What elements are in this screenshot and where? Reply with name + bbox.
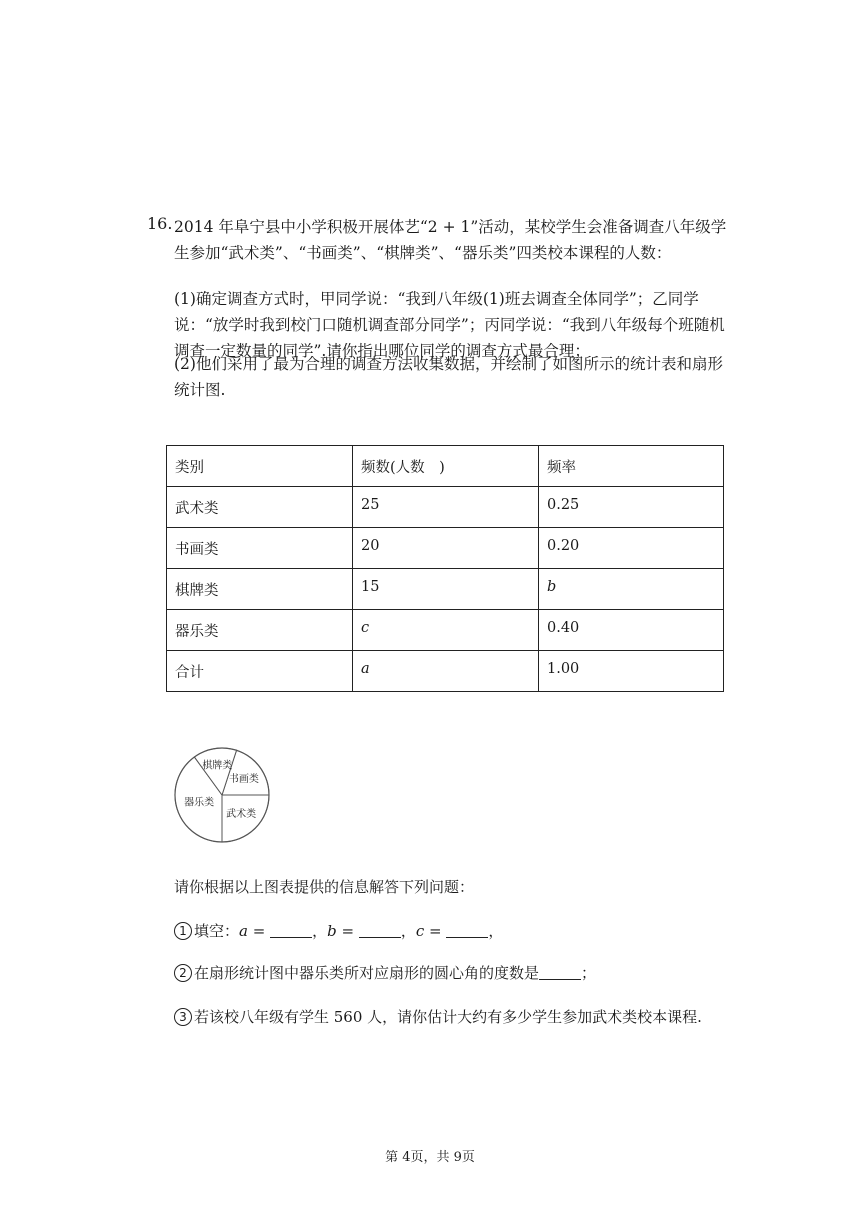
table-cell: 1.00 [539, 651, 724, 692]
blank-b[interactable] [359, 923, 401, 938]
table-row [167, 528, 724, 569]
circled-number-3: 3 [174, 1008, 192, 1026]
table-cell: 15 [353, 569, 539, 610]
end-punct: ； [581, 964, 597, 982]
pie-slice-label: 棋牌类 [202, 760, 233, 772]
table-header-cell: 频数(人数 ) [353, 446, 539, 487]
circled-number-1: 1 [174, 922, 192, 940]
q3-text: 若该校八年级有学生 560 人，请你估计大约有多少学生参加武术类校本课程. [194, 1008, 702, 1026]
table-cell: 合计 [167, 651, 353, 692]
q2-text: 在扇形统计图中器乐类所对应扇形的圆心角的度数是 [194, 964, 540, 982]
table-cell: 武术类 [167, 487, 353, 528]
table-cell: a [353, 651, 539, 692]
table-cell: 20 [353, 528, 539, 569]
sep: ， [312, 922, 328, 940]
pie-slice-label: 器乐类 [184, 797, 215, 809]
question-1 [174, 920, 503, 942]
question-2 [174, 962, 596, 984]
table-row [167, 651, 724, 692]
pie-chart [172, 745, 272, 845]
table-cell: 器乐类 [167, 610, 353, 651]
var-c: c [415, 922, 425, 940]
var-b: b [327, 922, 337, 940]
end-punct: ， [488, 922, 504, 940]
table-cell: 25 [353, 487, 539, 528]
question-number: 16. [147, 214, 173, 233]
equals: = [247, 922, 271, 940]
questions-lead: 请你根据以上图表提供的信息解答下列问题： [174, 878, 475, 896]
table-cell: b [539, 569, 724, 610]
table-cell: 0.40 [539, 610, 724, 651]
table-header-cell: 频率 [539, 446, 724, 487]
pie-slice-label: 武术类 [226, 809, 257, 821]
table-cell: 棋牌类 [167, 569, 353, 610]
statistics-table [166, 445, 724, 692]
question-part-2: (2)他们采用了最为合理的调查方法收集数据，并绘制了如图所示的统计表和扇形统计图. [174, 355, 723, 399]
table-row [167, 569, 724, 610]
circled-number-2: 2 [174, 964, 192, 982]
table-header-row [167, 446, 724, 487]
table-row [167, 610, 724, 651]
question-3 [174, 1006, 702, 1028]
sep: ， [400, 922, 416, 940]
blank-a[interactable] [270, 923, 312, 938]
page-footer: 第 4页，共 9页 [385, 1150, 475, 1165]
blank-c[interactable] [446, 923, 488, 938]
pie-slice-label: 书画类 [228, 774, 259, 786]
table-cell: c [353, 610, 539, 651]
table-header-cell: 类别 [167, 446, 353, 487]
table-cell: 0.20 [539, 528, 724, 569]
table-cell: 书画类 [167, 528, 353, 569]
var-a: a [239, 922, 248, 940]
table-cell: 0.25 [539, 487, 724, 528]
blank-angle[interactable] [539, 965, 581, 980]
q1-prefix: 填空： [194, 922, 240, 940]
question-part-1: (1)确定调查方式时，甲同学说：“我到八年级(1)班去调查全体同学”；乙同学说：“放学时我到校门口随机调查部分同学”；丙同学说：“我到八年级每个班随机调查一定数量的同学”.请你指出哪位同学的调查方式最合理； [174, 290, 725, 360]
question-intro: 2014 年阜宁县中小学积极开展体艺“2 + 1”活动，某校学生会准备调查八年级学生参加“武术类”、“书画类”、“棋牌类”、“器乐类”四类校本课程的人数： [174, 218, 727, 262]
equals: = [336, 922, 359, 940]
equals: = [424, 922, 447, 940]
table-row [167, 487, 724, 528]
